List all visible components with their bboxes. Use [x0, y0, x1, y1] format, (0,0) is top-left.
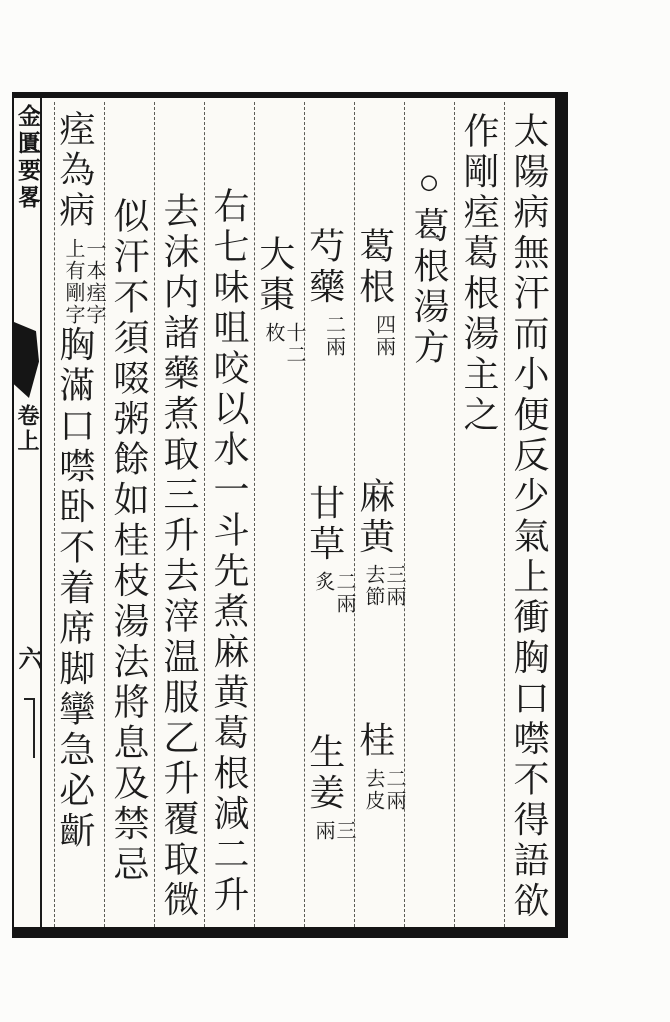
- column-10-rest: 胸滿口噤卧不着席脚攣急必齗: [54, 325, 95, 852]
- ingredient-mahuang: [350, 477, 404, 608]
- text-column-1: 太陽病無汗而小便反少氣上衝胸口噤不得語欲: [504, 102, 554, 927]
- dose-note-left: 枚: [262, 322, 284, 344]
- dose-note-right: 二兩: [383, 767, 405, 812]
- text-column-7-instructions: 右七味咀咬以水一斗先煮麻黄葛根減二升: [204, 102, 254, 927]
- text-column-5-ingredients: [304, 102, 354, 927]
- ingredient-gancao: [300, 484, 354, 615]
- dose-note-right: 三兩: [383, 563, 405, 608]
- text-column-4-ingredients: [354, 102, 404, 927]
- ingredient-shengjiang: [300, 733, 354, 842]
- dose-note: [312, 571, 354, 615]
- column-10-lead: 痓為病: [54, 110, 95, 232]
- dose-note-right: 二兩: [333, 570, 355, 615]
- variant-note-right: 一本痓字: [83, 237, 105, 326]
- ingredient-name: 葛根: [354, 227, 395, 308]
- text-column-8-instructions: 去沫内諸藥煮取三升去滓温服乙升覆取微: [154, 102, 204, 927]
- text-area: [42, 98, 555, 927]
- ingredient-name: 甘草: [304, 483, 345, 565]
- dose-note-left: 去節: [362, 563, 384, 608]
- ingredient-shaoyao: [300, 227, 350, 358]
- ingredient-name: 麻黄: [354, 476, 395, 558]
- text-column-10: [54, 102, 104, 927]
- book-title: 金匱要畧: [15, 104, 40, 212]
- ingredient-name: 生姜: [304, 733, 345, 814]
- ingredient-gui: [350, 721, 404, 812]
- variant-note: [62, 238, 104, 326]
- dose-note-right: 二兩: [322, 314, 345, 358]
- ink-blot: [14, 322, 39, 398]
- dose-note: [373, 314, 394, 358]
- dose-note-right: 十二: [283, 322, 305, 366]
- spine-strip: [14, 98, 42, 927]
- dose-note-right: 四兩: [372, 314, 395, 358]
- dose-note: [362, 768, 404, 812]
- ingredient-dazao: [250, 235, 304, 366]
- dose-note-left: 炙: [312, 570, 334, 593]
- ingredient-gegen: [350, 227, 400, 358]
- text-column-9-instructions: 似汗不須啜粥餘如桂枝湯法將息及禁忌: [104, 102, 154, 927]
- dose-note: [323, 314, 344, 358]
- page-frame: [12, 92, 568, 938]
- text-column-6-ingredients: [254, 102, 304, 927]
- dose-note-left: 去皮: [362, 767, 384, 812]
- dose-note: [262, 322, 304, 366]
- ingredient-name: 芍藥: [304, 227, 345, 308]
- variant-note-left: 上有剛字: [62, 237, 84, 326]
- ingredient-name: 桂: [354, 721, 395, 762]
- dose-note-left: 兩: [312, 820, 334, 842]
- fold-mark: [24, 698, 35, 758]
- dose-note-right: 三: [333, 820, 355, 842]
- page-number: 六: [14, 646, 40, 670]
- dose-note: [362, 564, 404, 608]
- text-column-2: 作剛痓葛根湯主之: [454, 102, 504, 927]
- text-column-3-formula-title: ○葛根湯方: [404, 102, 454, 927]
- dose-note: [312, 820, 354, 842]
- ingredient-name: 大棗: [254, 235, 295, 316]
- volume-label: 卷上: [15, 404, 40, 454]
